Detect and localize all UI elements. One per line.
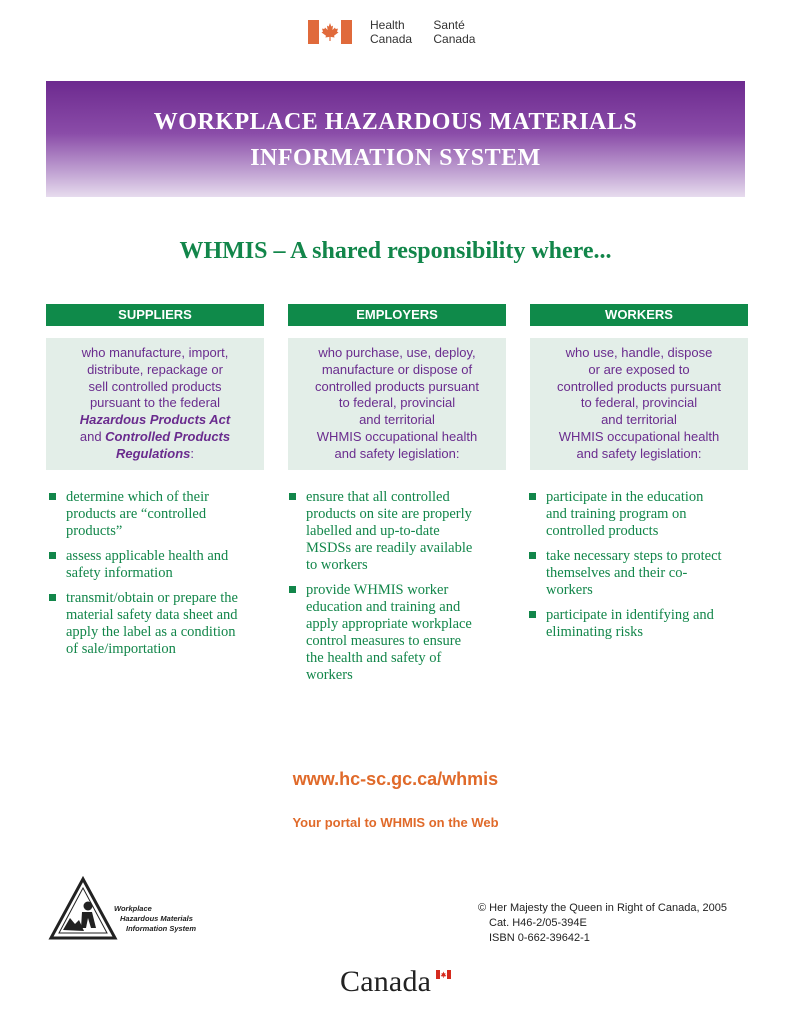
bullet-line: participate in identifying and	[546, 607, 714, 623]
list-item	[47, 489, 273, 540]
dept-fr-line2: Canada	[433, 32, 476, 46]
whmis-triangle-icon	[48, 876, 118, 942]
intro-line: and safety legislation:	[334, 445, 460, 461]
regulations-name-part1: Controlled Products	[105, 428, 231, 444]
bullet-square-icon	[529, 611, 536, 618]
bullet-line: transmit/obtain or prepare the	[66, 590, 238, 606]
suppliers-heading: SUPPLIERS	[46, 304, 264, 326]
whmis-website-link[interactable]: www.hc-sc.gc.ca/whmis	[292, 769, 499, 789]
bullet-line: products are “controlled	[66, 506, 207, 522]
list-item	[287, 489, 513, 574]
bullet-line: to workers	[306, 557, 368, 573]
whmis-logo-line2: Hazardous Materials	[120, 914, 193, 923]
web-portal-tagline: Your portal to WHMIS on the Web	[292, 815, 499, 830]
whmis-logo-line3: Information System	[126, 924, 197, 933]
dept-en-line2: Canada	[370, 32, 413, 46]
intro-colon: :	[190, 445, 195, 461]
bullet-line: workers	[546, 582, 593, 598]
banner-title-line2: INFORMATION SYSTEM	[250, 145, 541, 171]
workers-duties-list	[527, 489, 753, 649]
health-canada-logo	[308, 20, 352, 44]
bullet-line: provide WHMIS worker	[306, 582, 449, 598]
workers-heading: WORKERS	[530, 304, 748, 326]
bullet-line: the health and safety of	[306, 650, 442, 666]
bullet-line: control measures to ensure	[306, 633, 462, 649]
intro-line: or are exposed to	[588, 361, 690, 377]
list-item	[47, 590, 273, 658]
workers-intro-box	[530, 338, 748, 470]
intro-line: controlled products pursuant	[314, 378, 480, 394]
act-name: Hazardous Products Act	[79, 412, 231, 428]
intro-line: to federal, provincial	[338, 395, 456, 411]
intro-line: to federal, provincial	[580, 395, 698, 411]
list-item	[527, 489, 753, 540]
bullet-square-icon	[49, 493, 56, 500]
bullet-square-icon	[289, 493, 296, 500]
bullet-square-icon	[289, 586, 296, 593]
bullet-line: MSDSs are readily available	[306, 540, 473, 556]
intro-and: and	[79, 428, 106, 444]
intro-line: sell controlled products	[88, 378, 222, 394]
intro-line: controlled products pursuant	[556, 378, 722, 394]
dept-en-line1: Health	[370, 18, 405, 32]
bullet-line: eliminating risks	[546, 624, 644, 640]
title-banner	[46, 81, 745, 197]
bullet-line: determine which of their	[66, 489, 209, 505]
intro-line: WHMIS occupational health	[558, 428, 720, 444]
employers-heading: EMPLOYERS	[288, 304, 506, 326]
suppliers-intro-box	[46, 338, 264, 470]
bullet-line: participate in the education	[546, 489, 704, 505]
bullet-line: themselves and their co-	[546, 565, 688, 581]
bullet-line: workers	[306, 667, 353, 683]
intro-line: manufacture or dispose of	[321, 361, 473, 377]
canada-wordmark: Canada	[340, 965, 432, 998]
list-item	[287, 582, 513, 684]
bullet-line: controlled products	[546, 523, 659, 539]
list-item	[47, 548, 273, 582]
suppliers-duties-list	[47, 489, 273, 666]
intro-line: and territorial	[359, 412, 435, 428]
department-name	[370, 18, 475, 46]
bullet-line: education and training and	[306, 599, 461, 615]
bullet-square-icon	[49, 552, 56, 559]
intro-line: pursuant to the federal	[89, 395, 221, 411]
copyright-block	[478, 901, 727, 946]
bullet-line: assess applicable health and	[66, 548, 229, 564]
bullet-line: products”	[66, 523, 123, 539]
bullet-line: ensure that all controlled	[306, 489, 450, 505]
intro-line: and territorial	[601, 412, 677, 428]
intro-line: who manufacture, import,	[81, 345, 229, 360]
bullet-line: material safety data sheet and	[66, 607, 238, 623]
bullet-line: take necessary steps to protect	[546, 548, 722, 564]
intro-line: who use, handle, dispose	[565, 345, 713, 360]
bullet-line: apply appropriate workplace	[306, 616, 472, 632]
catalogue-number: Cat. H46-2/05-394E	[489, 917, 587, 929]
bullet-line: of sale/importation	[66, 641, 176, 657]
banner-title-line1: WORKPLACE HAZARDOUS MATERIALS	[153, 109, 638, 135]
wordmark-flag-icon	[436, 970, 451, 979]
whmis-logo-line1: Workplace	[114, 904, 152, 913]
intro-line: distribute, repackage or	[87, 361, 223, 377]
whmis-logo	[48, 876, 208, 946]
bullet-line: and training program on	[546, 506, 687, 522]
bullet-square-icon	[529, 493, 536, 500]
bullet-line: products on site are properly	[306, 506, 472, 522]
employers-intro-box	[288, 338, 506, 470]
employers-duties-list	[287, 489, 513, 692]
list-item	[527, 548, 753, 599]
intro-line: WHMIS occupational health	[316, 428, 478, 444]
isbn: ISBN 0-662-39642-1	[489, 932, 590, 944]
list-item	[527, 607, 753, 641]
bullet-line: labelled and up-to-date	[306, 523, 440, 539]
intro-line: and safety legislation:	[576, 445, 702, 461]
bullet-line: safety information	[66, 565, 173, 581]
dept-fr-line1: Santé	[433, 18, 465, 32]
copyright-line: © Her Majesty the Queen in Right of Canada, 2005	[478, 902, 728, 914]
bullet-square-icon	[49, 594, 56, 601]
bullet-square-icon	[529, 552, 536, 559]
regulations-name-part2: Regulations	[115, 445, 191, 461]
page-subtitle: WHMIS – A shared responsibility where...	[179, 238, 612, 264]
canada-flag-icon	[308, 20, 352, 44]
bullet-line: apply the label as a condition	[66, 624, 236, 640]
intro-line: who purchase, use, deploy,	[318, 345, 476, 360]
